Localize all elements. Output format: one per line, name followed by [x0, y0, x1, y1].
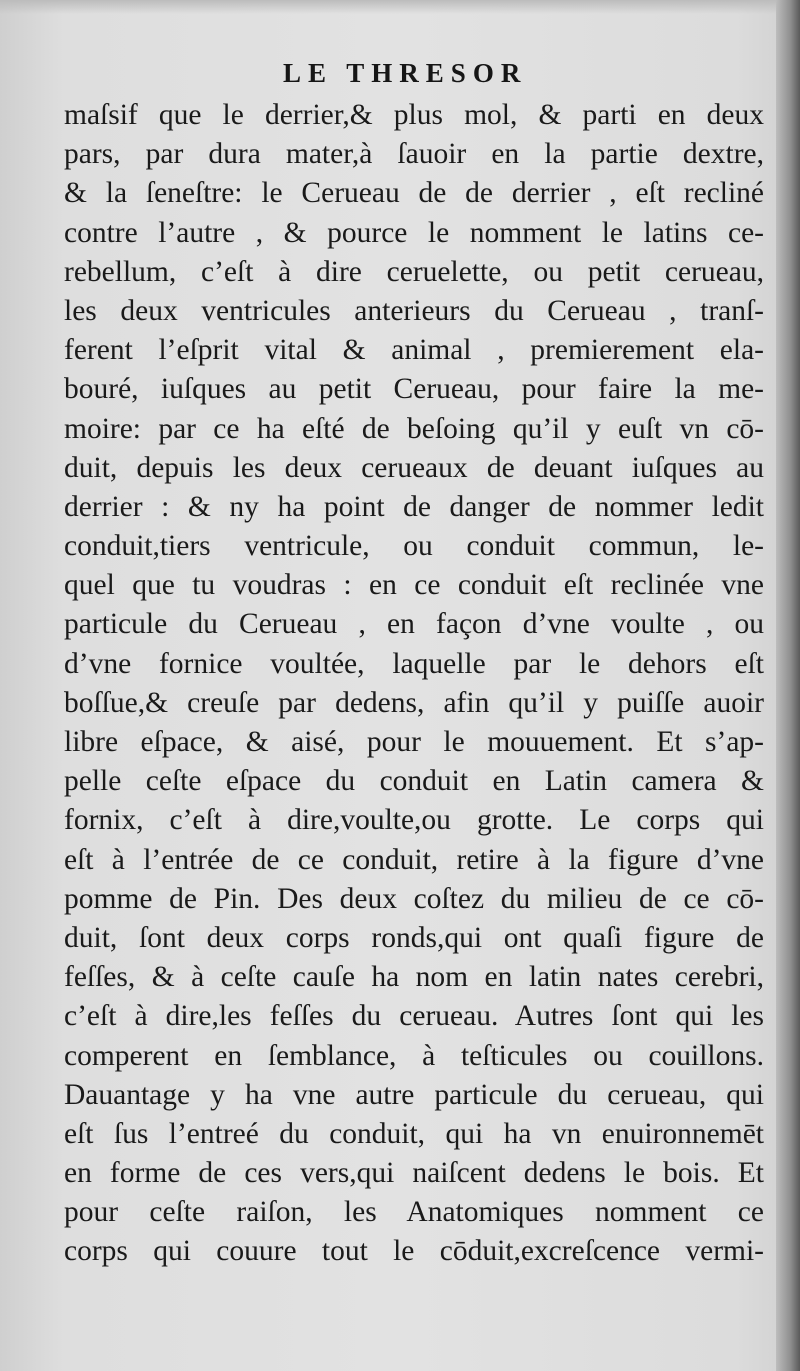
text-line: Dauantage y ha vne autre particule du cerueau, qui — [64, 1078, 764, 1111]
page-edge-shadow — [776, 0, 800, 1371]
text-line: bouré, iuſques au petit Cerueau, pour faire la me- — [64, 373, 764, 406]
text-line: en forme de ces vers,qui naiſcent dedens le bois. Et — [64, 1157, 764, 1190]
text-line: contre l’autre , & pource le nomment le latins ce- — [64, 216, 764, 249]
text-line: pars, par dura mater,à ſauoir en la partie dextre, — [64, 138, 764, 171]
text-line: pour ceſte raiſon, les Anatomiques nomment ce — [64, 1196, 764, 1229]
text-line: comperent en ſemblance, à teſticules ou couillons. — [64, 1039, 764, 1072]
running-head: LE THRESOR — [283, 58, 528, 88]
text-line: boſſue,& creuſe par dedens, afin qu’il y puiſſe auoir — [64, 686, 764, 719]
text-line: corps qui couure tout le cōduit,excreſcence vermi- — [64, 1235, 764, 1268]
text-line: rebellum, c’eſt à dire ceruelette, ou petit cerueau, — [64, 255, 764, 288]
text-line: les deux ventricules anterieurs du Cerueau , tranſ- — [64, 294, 764, 327]
text-line: quel que tu voudras : en ce conduit eſt reclinée vne — [64, 569, 764, 602]
text-line: eſt à l’entrée de ce conduit, retire à la figure d’vne — [64, 843, 764, 876]
text-line: fornix, c’eſt à dire,voulte,ou grotte. Le corps qui — [64, 804, 764, 837]
text-line: pelle ceſte eſpace du conduit en Latin camera & — [64, 765, 764, 798]
text-line: c’eſt à dire,les feſſes du cerueau. Autres ſont qui les — [64, 1000, 764, 1033]
text-line: conduit,tiers ventricule, ou conduit commun, le- — [64, 530, 764, 563]
text-line: moire: par ce ha eſté de beſoing qu’il y euſt vn cō- — [64, 412, 764, 445]
text-line: & la ſeneſtre: le Cerueau de de derrier , eſt recliné — [64, 177, 764, 210]
text-line: duit, depuis les deux cerueaux de deuant iuſques au — [64, 451, 764, 484]
text-line: pomme de Pin. Des deux coſtez du milieu de ce cō- — [64, 882, 764, 915]
text-line: eſt ſus l’entreé du conduit, qui ha vn enuironnemēt — [64, 1117, 764, 1150]
text-line: feſſes, & à ceſte cauſe ha nom en latin nates cerebri, — [64, 961, 764, 994]
body-text — [64, 96, 764, 1272]
text-line: ferent l’eſprit vital & animal , premierement ela- — [64, 334, 764, 367]
text-line: libre eſpace, & aisé, pour le mouuement. Et s’ap- — [64, 726, 764, 758]
page-top-shadow — [0, 0, 800, 14]
text-line: duit, ſont deux corps ronds,qui ont quaſi figure de — [64, 921, 764, 954]
text-line: particule du Cerueau , en façon d’vne voulte , ou — [64, 608, 764, 641]
text-line: d’vne fornice voultée, laquelle par le dehors eſt — [64, 647, 764, 680]
text-line: maſsif que le derrier,& plus mol, & parti en deux — [64, 99, 764, 131]
text-line: derrier : & ny ha point de danger de nommer ledit — [64, 490, 764, 523]
